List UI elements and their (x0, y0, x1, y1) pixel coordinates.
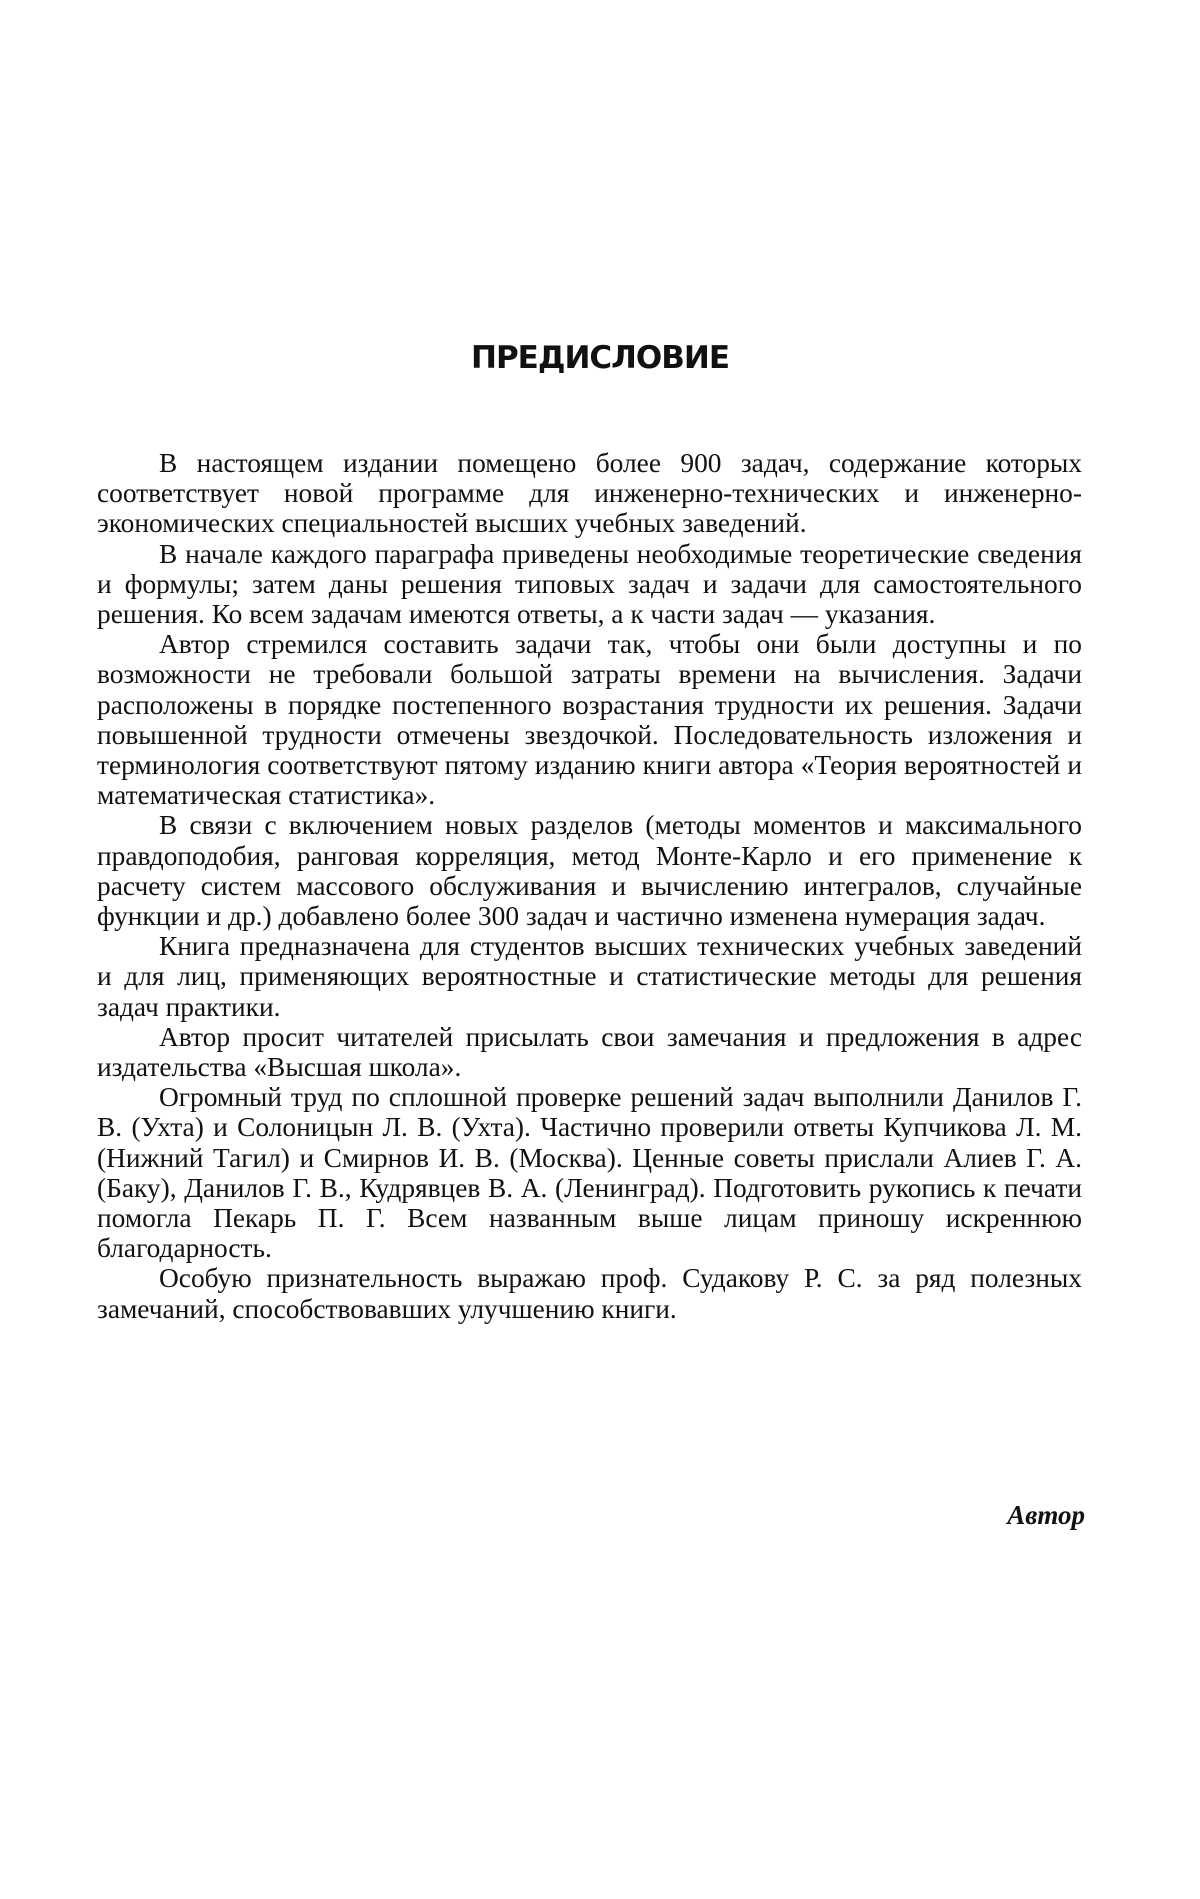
preface-body (97, 448, 1082, 1324)
author-signature: Автор (1007, 1500, 1085, 1531)
paragraph: В настоящем издании помещено более 900 задач, содержание которых соответствует новой программе для инженерно-технических и инженерно-экономических специальностей высших учебных заведений. (97, 448, 1082, 539)
page-title: ПРЕДИСЛОВИЕ (0, 340, 1200, 376)
paragraph: В начале каждого параграфа приведены необходимые теоретические сведения и формулы; затем даны решения типовых задач и задачи для самостоятельного решения. Ко всем задачам имеются ответы, а к части задач — указания. (97, 539, 1082, 630)
paragraph: Огромный труд по сплошной проверке решений задач выполнили Данилов Г. В. (Ухта) и Солоницын Л. В. (Ухта). Частично проверили ответы Купчикова Л. М. (Нижний Тагил) и Смирнов И. В. (Москва). Ценные советы прислали Алиев Г. А. (Баку), Данилов Г. В., Кудрявцев В. А. (Ленинград). Подготовить рукопись к печати помогла Пекарь П. Г. Всем названным выше лицам приношу искреннюю благодарность. (97, 1082, 1082, 1263)
paragraph: Особую признательность выражаю проф. Судакову Р. С. за ряд полезных замечаний, способствовавших улучшению книги. (97, 1263, 1082, 1323)
paragraph: В связи с включением новых разделов (методы моментов и максимального правдоподобия, ранговая корреляция, метод Монте-Карло и его применение к расчету систем массового обслуживания и вычислению интегралов, случайные функции и др.) добавлено более 300 задач и частично изменена нумерация задач. (97, 810, 1082, 931)
paragraph: Автор просит читателей присылать свои замечания и предложения в адрес издательства «Высшая школа». (97, 1022, 1082, 1082)
paragraph: Книга предназначена для студентов высших технических учебных заведений и для лиц, применяющих вероятностные и статистические методы для решения задач практики. (97, 931, 1082, 1022)
paragraph: Автор стремился составить задачи так, чтобы они были доступны и по возможности не требовали большой затраты времени на вычисления. Задачи расположены в порядке постепенного возрастания трудности их решения. Задачи повышенной трудности отмечены звездочкой. Последовательность изложения и терминология соответствуют пятому изданию книги автора «Теория вероятностей и математическая статистика». (97, 629, 1082, 810)
document-page (0, 0, 1200, 1899)
